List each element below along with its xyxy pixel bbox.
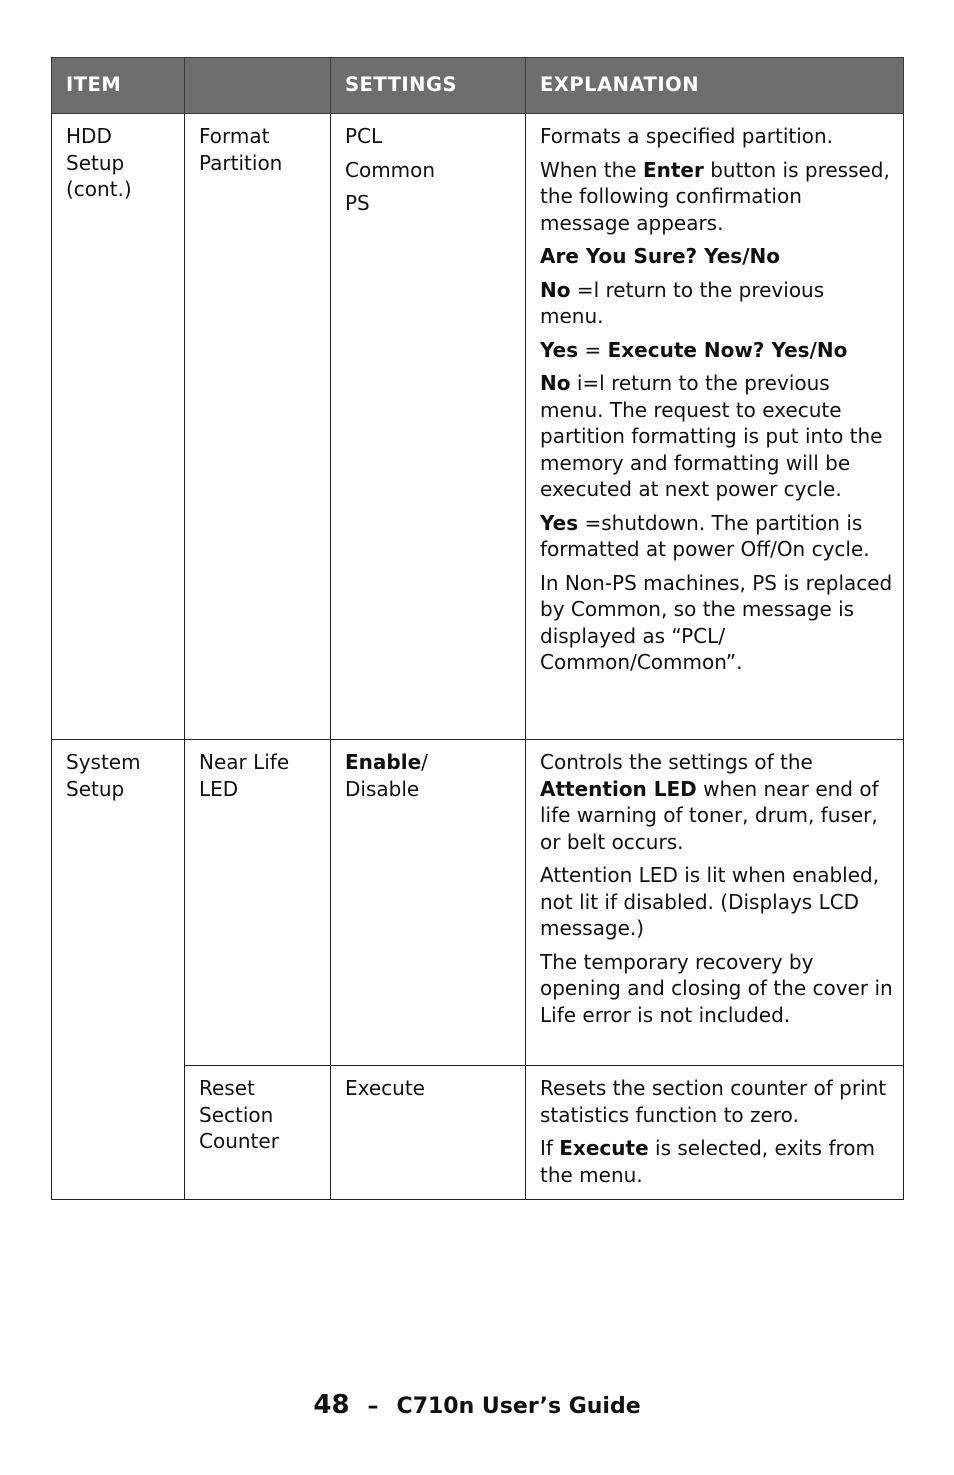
header-subitem <box>185 58 331 114</box>
explanation-bold: No <box>540 277 571 302</box>
subitem-cell <box>185 1066 331 1200</box>
header-item: ITEM <box>52 58 185 114</box>
page-number: 48 <box>313 1390 350 1420</box>
explanation-bold: Yes <box>540 337 579 362</box>
subitem-cell <box>185 114 331 740</box>
explanation-paragraph: In Non-PS machines, PS is replaced by Common, so the message is displayed as “PCL/ Common/Common”. <box>540 570 893 674</box>
header-explanation: EXPLANATION <box>526 58 904 114</box>
explanation-paragraph: Attention LED is lit when enabled, not lit if disabled. (Displays LCD message.) <box>540 863 880 940</box>
explanation-text: i=l return to the previous menu. The request to execute partition formatting is put into the memory and formatting will be executed at next power cycle. <box>540 371 883 501</box>
subitem-text: Format <box>199 124 270 148</box>
explanation-paragraph <box>540 277 893 330</box>
explanation-bold: Execute <box>559 1136 649 1160</box>
subitem-text: Reset <box>199 1076 255 1100</box>
explanation-paragraph <box>540 510 893 563</box>
subitem-text: Near Life <box>199 750 290 774</box>
explanation-text: =l return to the previous menu. <box>540 277 825 328</box>
explanation-cell <box>526 740 904 1066</box>
explanation-bold: Are You Sure? Yes/No <box>540 244 780 268</box>
subitem-cell <box>185 740 331 1066</box>
explanation-cell <box>526 1066 904 1200</box>
setting-option: PS <box>345 191 370 215</box>
setting-separator: / <box>421 750 428 774</box>
explanation-paragraph <box>540 337 893 364</box>
setting-option: Common <box>345 157 436 182</box>
subitem-text: Partition <box>199 150 283 175</box>
settings-cell <box>331 740 526 1066</box>
explanation-paragraph: Formats a specified partition. <box>540 124 834 148</box>
explanation-cell <box>526 114 904 740</box>
item-text: (cont.) <box>66 177 132 201</box>
setting-option: Execute <box>345 1076 425 1100</box>
explanation-bold: No <box>540 371 571 395</box>
explanation-text: When the <box>540 157 643 182</box>
item-text: System <box>66 750 141 774</box>
item-cell <box>52 114 185 740</box>
explanation-paragraph <box>540 370 893 503</box>
explanation-paragraph: Resets the section counter of print statistics function to zero. <box>540 1076 887 1127</box>
explanation-paragraph <box>540 749 893 855</box>
explanation-text: =shutdown. The partition is formatted at power Off/On cycle. <box>540 510 870 561</box>
document-title: C710n User’s Guide <box>396 1394 641 1419</box>
explanation-paragraph <box>540 1135 893 1188</box>
settings-cell <box>331 1066 526 1200</box>
subitem-text: LED <box>199 776 239 801</box>
header-settings: SETTINGS <box>331 58 526 114</box>
explanation-paragraph: The temporary recovery by opening and closing of the cover in Life error is not included. <box>540 949 893 1027</box>
table-header-row <box>52 58 904 114</box>
item-text: Setup <box>66 776 125 801</box>
footer-separator: – <box>367 1394 379 1419</box>
explanation-text: Controls the settings of the <box>540 750 813 774</box>
subitem-text: Counter <box>199 1129 279 1153</box>
item-cell <box>52 740 185 1200</box>
setting-option-default: Enable <box>345 750 422 774</box>
setting-option: Disable <box>345 776 420 801</box>
explanation-text: is selected, exits from the menu. <box>540 1136 875 1187</box>
explanation-paragraph <box>540 157 893 237</box>
explanation-text: when near end of life warning of toner, drum, fuser, or belt occurs. <box>540 776 879 854</box>
settings-cell <box>331 114 526 740</box>
explanation-bold: Execute Now? Yes/No <box>607 337 848 362</box>
explanation-text: = <box>578 337 608 362</box>
table-row <box>52 114 904 740</box>
page-footer <box>0 1390 954 1420</box>
table-row <box>52 740 904 1066</box>
setting-option: PCL <box>345 124 383 148</box>
explanation-paragraph <box>540 243 893 270</box>
explanation-text: If <box>540 1136 560 1160</box>
item-text: HDD <box>66 124 112 148</box>
menu-settings-table <box>51 57 904 1200</box>
item-text: Setup <box>66 150 125 175</box>
explanation-bold: Yes <box>540 510 579 535</box>
explanation-bold: Attention LED <box>540 776 697 801</box>
explanation-text: button is pressed, the following confirmation message appears. <box>540 157 890 235</box>
explanation-bold: Enter <box>642 157 704 182</box>
subitem-text: Section <box>199 1102 274 1127</box>
